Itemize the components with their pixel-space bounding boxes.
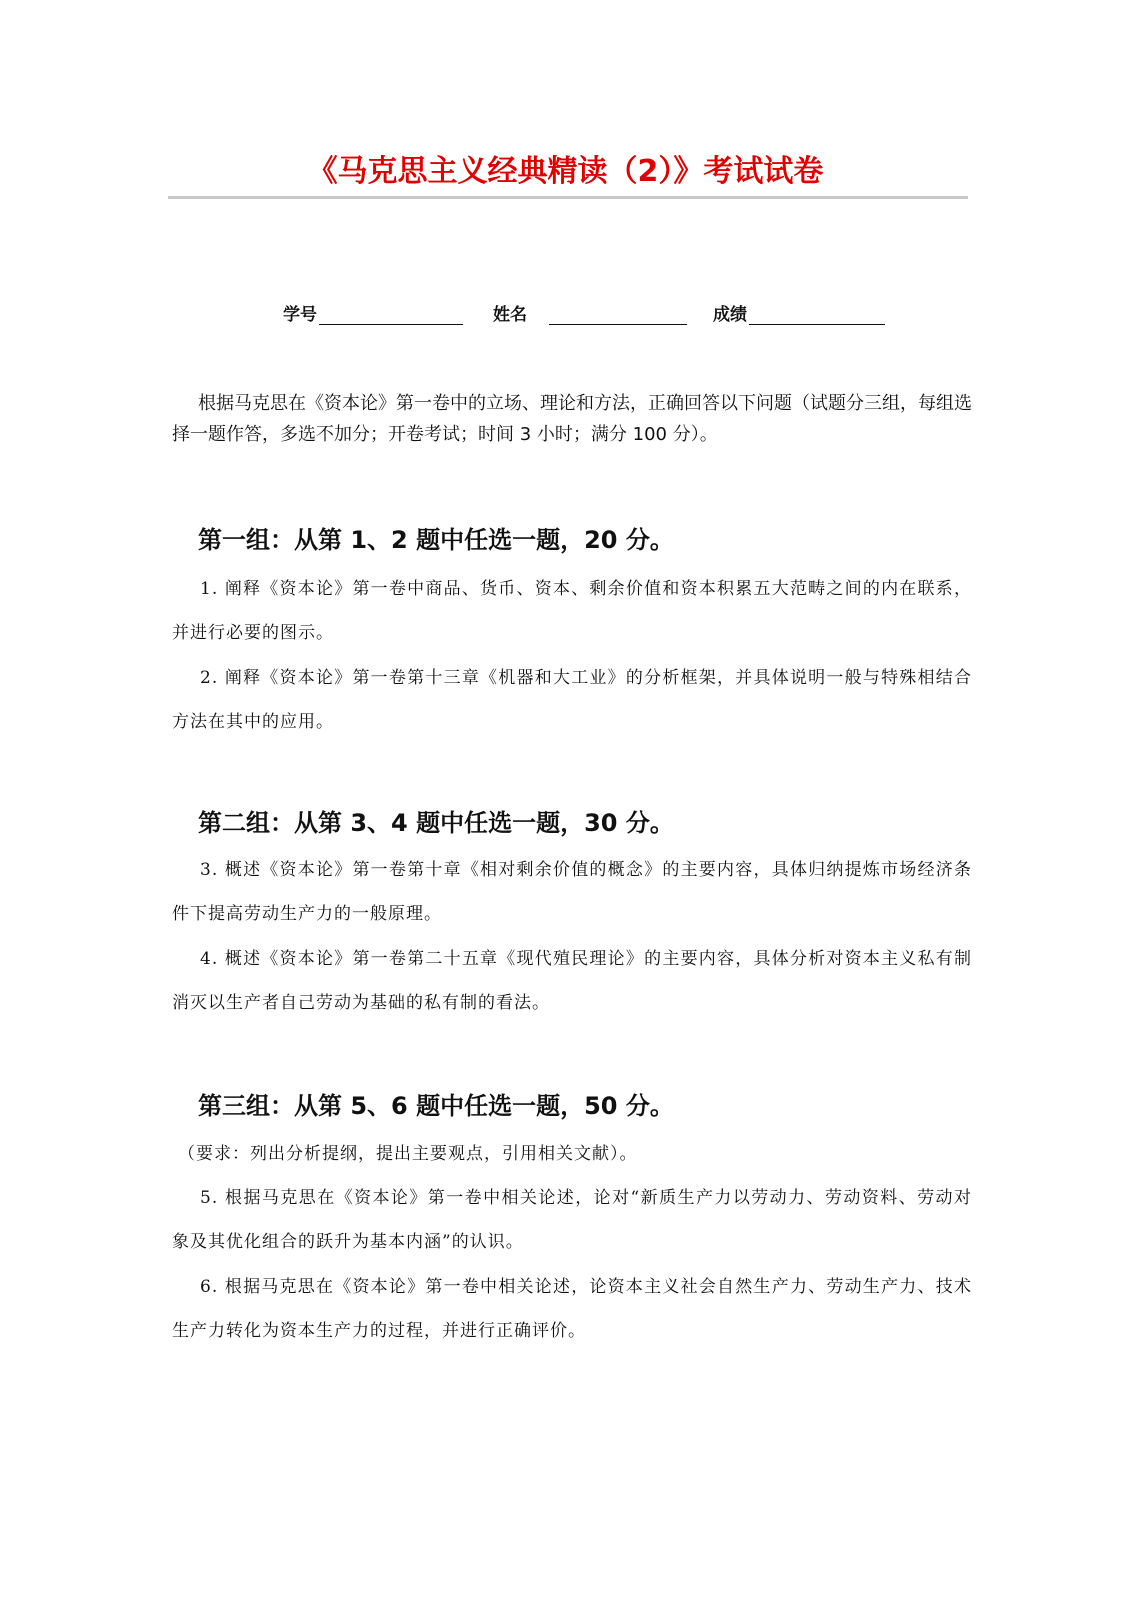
score-blank[interactable]	[749, 306, 885, 325]
question-4: 4. 概述《资本论》第一卷第二十五章《现代殖民理论》的主要内容，具体分析对资本主义私有制消灭以生产者自己劳动为基础的私有制的看法。	[172, 949, 972, 1013]
student-id-field[interactable]	[283, 300, 463, 325]
group-2-heading: 第二组：从第 3、4 题中任选一题，30 分。	[198, 809, 674, 837]
name-field[interactable]	[493, 300, 687, 325]
question-5: 5. 根据马克思在《资本论》第一卷中相关论述，论对“新质生产力以劳动力、劳动资料、劳动对象及其优化组合的跃升为基本内涵”的认识。	[172, 1188, 972, 1252]
student-id-blank[interactable]	[319, 306, 463, 325]
name-label: 姓名	[493, 305, 527, 325]
score-field[interactable]	[713, 300, 885, 325]
question-3: 3. 概述《资本论》第一卷第十章《相对剩余价值的概念》的主要内容，具体归纳提炼市场经济条件下提高劳动生产力的一般原理。	[172, 860, 972, 924]
group-1-heading: 第一组：从第 1、2 题中任选一题，20 分。	[198, 526, 674, 554]
score-label: 成绩	[713, 305, 747, 325]
exam-instructions: 根据马克思在《资本论》第一卷中的立场、理论和方法，正确回答以下问题（试题分三组，每组选择一题作答，多选不加分；开卷考试；时间 3 小时；满分 100 分）。	[172, 393, 972, 445]
exam-title: 《马克思主义经典精读（2）》考试试卷	[307, 154, 824, 189]
question-6: 6. 根据马克思在《资本论》第一卷中相关论述，论资本主义社会自然生产力、劳动生产力、技术生产力转化为资本生产力的过程，并进行正确评价。	[172, 1277, 972, 1341]
question-2: 2. 阐释《资本论》第一卷第十三章《机器和大工业》的分析框架，并具体说明一般与特殊相结合方法在其中的应用。	[172, 668, 972, 732]
question-1: 1. 阐释《资本论》第一卷中商品、货币、资本、剩余价值和资本积累五大范畴之间的内在联系，并进行必要的图示。	[172, 579, 972, 643]
name-blank[interactable]	[549, 306, 687, 325]
title-divider	[168, 196, 968, 199]
group-3-requirement: （要求：列出分析提纲，提出主要观点，引用相关文献）。	[178, 1144, 638, 1164]
student-id-label: 学号	[283, 305, 317, 325]
group-3-heading: 第三组：从第 5、6 题中任选一题，50 分。	[198, 1092, 674, 1120]
